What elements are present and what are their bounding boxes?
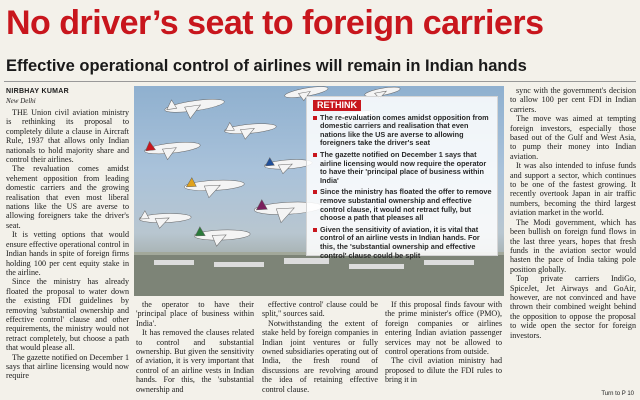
rethink-point: Since the ministry has floated the offer to remove remove substantial ownership and effective control clause, it would not retract fully, but choose a path that pleases all bbox=[313, 188, 492, 222]
rethink-point: Given the sensitivity of aviation, it is vital that control of an airline vests in Indian hands. For this, the 'substantial ownership and effective control' clause could be split bbox=[313, 226, 492, 260]
paragraph: THE Union civil aviation ministry is rethinking its proposal to completely dilute a clause in Aircraft Rule, 1937 that allows only Indian nationals to hold majority share and control their airlines. bbox=[6, 108, 129, 165]
headline-rule bbox=[4, 81, 636, 82]
article-column-3 bbox=[262, 300, 378, 396]
paragraph: If this proposal finds favour with the prime minister's office (PMO), foreign companies or airlines entering Indian aviation passenger services may not be allowed to control operations from outside. bbox=[385, 300, 502, 357]
paragraph: The Modi government, which has been bullish on foreign fund flows in the last three years, hopes that fresh funds in the aviation sector would hasten the pace of India taking pole position globally. bbox=[510, 217, 636, 274]
rethink-title: RETHINK bbox=[313, 100, 361, 111]
subheadline: Effective operational control of airlines will remain in Indian hands bbox=[6, 57, 527, 75]
byline: NIRBHAY KUMAR bbox=[6, 88, 70, 95]
paragraph: The gazette notified on December 1 says that airline licensing would now require bbox=[6, 352, 129, 381]
paragraph: The civil aviation ministry had proposed to dilute the FDI rules to bring it in bbox=[385, 356, 502, 385]
paragraph: Since the ministry has already floated the proposal to water down the existing FDI guidelines by removing 'substantial ownership and effective control' clause and other requirements, the ministry would not retract completely, but choose a path that would please all. bbox=[6, 277, 129, 353]
paragraph: The revaluation comes amidst vehement opposition from leading domestic carriers and the growing realisation that even most liberal nations like the US are averse to allowing foreigners take the driver's seat. bbox=[6, 164, 129, 230]
rethink-point: The gazette notified on December 1 says that airline licensing would now require the operator to have their 'principal place of business within India' bbox=[313, 151, 492, 185]
article-column-2 bbox=[136, 300, 254, 396]
dateline: New Delhi bbox=[6, 97, 36, 105]
rethink-sidebar bbox=[306, 96, 498, 260]
article-column-1 bbox=[6, 108, 129, 396]
turn-page-note: Turn to P 10 bbox=[601, 391, 634, 397]
paragraph: It is vetting options that would ensure effective operational control in Indian hands in spite of foreign firms holding 100 per cent equity stake in the airline. bbox=[6, 230, 129, 277]
paragraph: The move was aimed at tempting foreign investors, especially those based out of the Gulf and West Asia, to pump their money into Indian aviation. bbox=[510, 114, 636, 161]
paragraph: sync with the government's decision to allow 100 per cent FDI in Indian carriers. bbox=[510, 86, 636, 114]
paragraph: It has removed the clauses related to control and substantial ownership. But given the sensitivity of aviation, it is very important that control of an airline vests in Indian hands. For this, the 'substantial ownership and bbox=[136, 328, 254, 394]
paragraph: the operator to have their 'principal place of business within India'. bbox=[136, 300, 254, 328]
headline: No driver’s seat to foreign carriers bbox=[6, 4, 544, 42]
rethink-point: The re-evaluation comes amidst opposition from domestic carriers and realisation that even nations like the US are averse to allowing foreigners take the driver's seat bbox=[313, 114, 492, 148]
paragraph: Top private carriers IndiGo, SpiceJet, Jet Airways and GoAir, however, are not convinced and have thrown their combined weight behind the opposition to oppose the proposal to wide open the sector for foreign investors. bbox=[510, 274, 636, 340]
paragraph: It was also intended to infuse funds and support a sector, which continues to be one of the fastest growing. It recently overtook Japan in air traffic numbers, becoming the third largest aviation market in the world. bbox=[510, 161, 636, 218]
article-column-5 bbox=[510, 86, 636, 386]
paragraph: effective control' clause could be split," sources said. bbox=[262, 300, 378, 319]
paragraph: Notwithstanding the extent of stake held by foreign companies in Indian joint ventures or fully owned subsidiaries operating out of India, the fresh round of discussions are revolving around the idea of retaining effective control clause. bbox=[262, 318, 378, 394]
article-column-4 bbox=[385, 300, 502, 396]
